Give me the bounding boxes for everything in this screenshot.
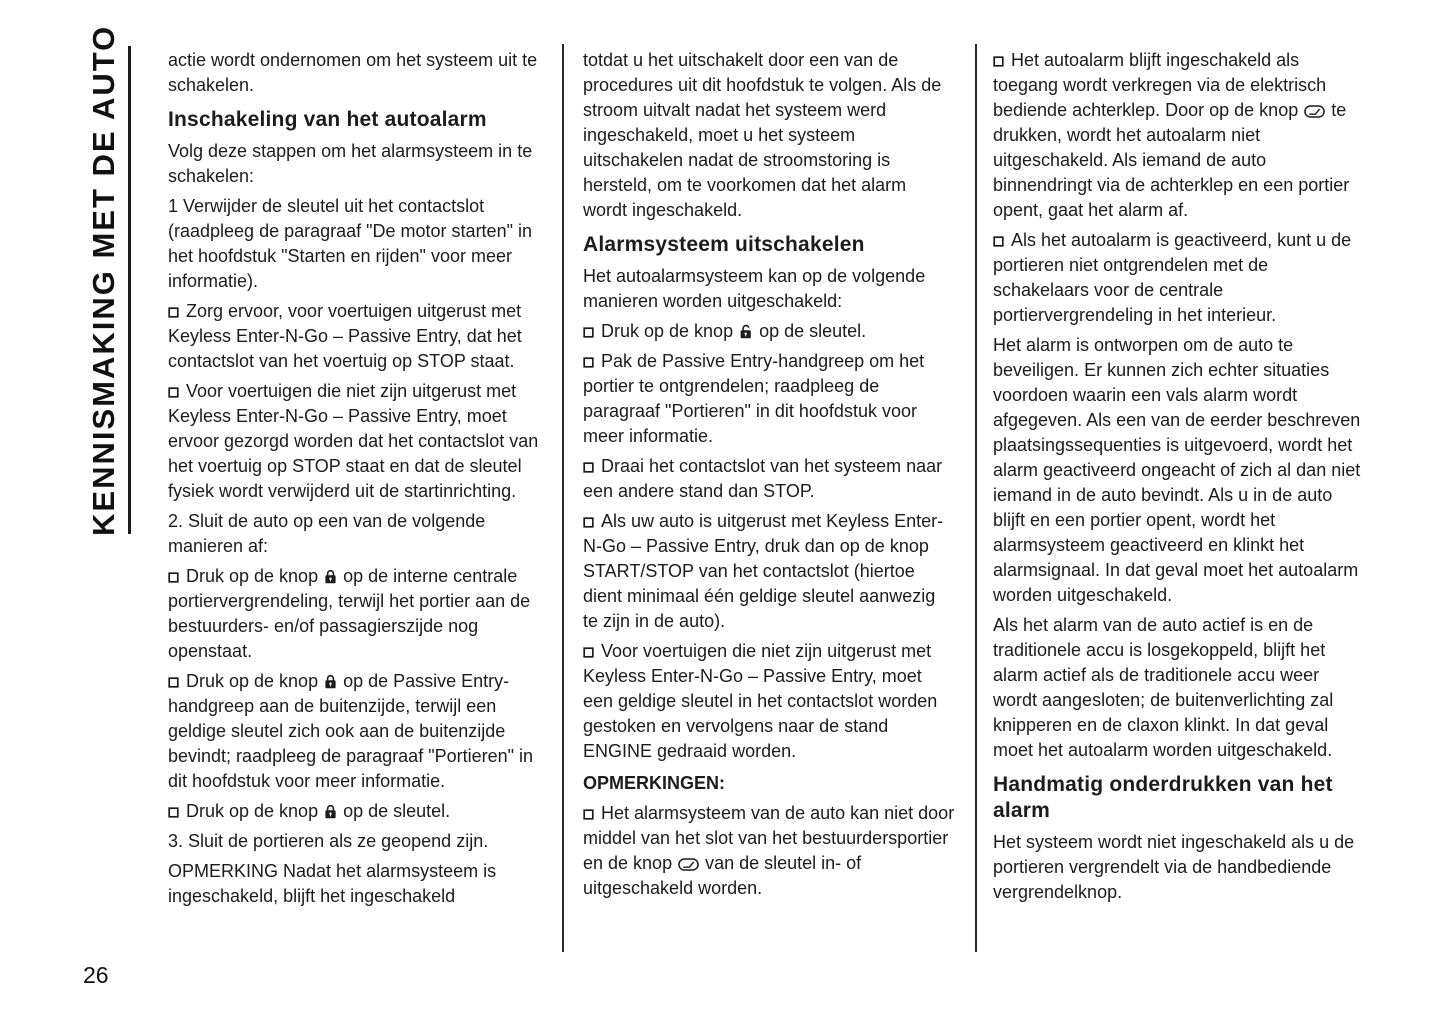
text-run: Als uw auto is uitgerust met Keyless Enter-N-Go – Passive Entry, druk dan op de knop START/STOP van het contactslot (hiertoe dient minimaal één geldige sleutel aanwezig te zijn in de auto). (583, 511, 944, 631)
square-bullet-icon (583, 462, 594, 473)
unlock-icon (739, 324, 753, 339)
text-run: Zorg ervoor, voor voertuigen uitgerust met Keyless Enter-N-Go – Passive Entry, dat het contactslot van het voertuig op STOP staat. (168, 301, 522, 371)
text-run: 2. Sluit de auto op een van de volgende manieren af: (168, 511, 486, 556)
page-number: 26 (83, 962, 109, 988)
text-run: totdat u het uitschakelt door een van de procedures uit dit hoofdstuk te volgen. Als de stroom uitvalt nadat het systeem werd ingeschakeld, moet u het systeem uitschakelen nadat de stroomstoring is hersteld, om te voorkomen dat het alarm wordt ingeschakeld. (583, 50, 942, 220)
square-bullet-icon (993, 56, 1004, 67)
liftgate-icon (1304, 105, 1325, 118)
text-run: Volg deze stappen om het alarmsysteem in te schakelen: (168, 141, 533, 186)
text-run: Handmatig onderdrukken van het alarm (993, 773, 1333, 822)
bullet-item (993, 228, 1367, 328)
paragraph (168, 194, 540, 294)
paragraph (993, 613, 1367, 763)
text-run: Het autoalarm blijft ingeschakeld als toegang wordt verkregen via de elektrisch bediende achterklep. Door op de knop (993, 50, 1327, 120)
text-run: Voor voertuigen die niet zijn uitgerust met Keyless Enter-N-Go – Passive Entry, moet een geldige sleutel in het contactslot worden gestoken en vervolgens naar de stand ENGINE gedraaid worden. (583, 641, 938, 761)
bullet-item (168, 799, 540, 824)
text-run: Alarmsysteem uitschakelen (583, 233, 865, 256)
text-run: Pak de Passive Entry-handgreep om het portier te ontgrendelen; raadpleeg de paragraaf "Portieren" in dit hoofdstuk voor meer informatie. (583, 351, 925, 446)
bullet-item (168, 379, 540, 504)
text-run: actie wordt ondernomen om het systeem uit te schakelen. (168, 50, 538, 95)
square-bullet-icon (168, 307, 179, 318)
square-bullet-icon (583, 647, 594, 658)
lock-icon (324, 804, 337, 819)
text-run: Druk op de knop (186, 801, 324, 821)
bullet-item (168, 299, 540, 374)
column-1 (168, 48, 540, 914)
text-run: Als het autoalarm is geactiveerd, kunt u de portieren niet ontgrendelen met de schakelaars voor de centrale portiervergrendeling in het interieur. (993, 230, 1352, 325)
square-bullet-icon (168, 387, 179, 398)
text-run: Druk op de knop (601, 321, 739, 341)
text-run: Voor voertuigen die niet zijn uitgerust met Keyless Enter-N-Go – Passive Entry, moet ervoor gezorgd worden dat het contactslot van het voertuig op STOP staat en dat de sleutel fysiek wordt verwijderd uit de startinrichting. (168, 381, 539, 501)
paragraph (168, 829, 540, 854)
note-heading (583, 771, 955, 796)
text-run: van de sleutel in- of uitgeschakeld worden. (583, 853, 862, 898)
text-run: Druk op de knop (186, 671, 324, 691)
bullet-item (583, 639, 955, 764)
text-run: op de sleutel. (754, 321, 867, 341)
section-heading (583, 232, 955, 258)
square-bullet-icon (583, 357, 594, 368)
text-run: op de sleutel. (338, 801, 451, 821)
liftgate-icon (678, 858, 699, 871)
bullet-item (583, 801, 955, 901)
square-bullet-icon (583, 327, 594, 338)
text-run: Als het alarm van de auto actief is en de traditionele accu is losgekoppeld, blijft het alarm actief als de traditionele accu weer wordt aangesloten; de buitenverlichting zal knipperen en de claxon klinkt. In dat geval moet het autoalarm worden uitgeschakeld. (993, 615, 1334, 760)
lock-icon (324, 569, 337, 584)
paragraph (993, 830, 1367, 905)
text-run: 3. Sluit de portieren als ze geopend zijn. (168, 831, 489, 851)
paragraph (168, 139, 540, 189)
text-run: Draai het contactslot van het systeem naar een andere stand dan STOP. (583, 456, 943, 501)
bullet-item (168, 669, 540, 794)
text-run: Het autoalarmsysteem kan op de volgende manieren worden uitgeschakeld: (583, 266, 926, 311)
square-bullet-icon (168, 807, 179, 818)
paragraph (583, 48, 955, 223)
square-bullet-icon (993, 236, 1004, 247)
text-run: te drukken, wordt het autoalarm niet uitgeschakeld. Als iemand de auto binnendringt via de achterklep en een portier opent, gaat het alarm af. (993, 100, 1350, 220)
paragraph (993, 333, 1367, 608)
text-run: 1 Verwijder de sleutel uit het contactslot (raadpleeg de paragraaf "De motor starten" in het hoofdstuk "Starten en rijden" voor meer informatie). (168, 196, 532, 291)
bullet-item (583, 454, 955, 504)
bullet-item (583, 319, 955, 344)
square-bullet-icon (168, 572, 179, 583)
paragraph (168, 509, 540, 559)
column-2 (583, 48, 955, 906)
text-run: Het alarm is ontworpen om de auto te beveiligen. Er kunnen zich echter situaties voordoen waarin een vals alarm wordt afgegeven. Als een van de eerder beschreven plaatsingssequenties is uitgevoerd, wordt het alarm geactiveerd ongeacht of zich al dan niet iemand in de auto bevindt. Als u in de auto blijft en een portier opent, wordt het alarmsysteem geactiveerd en klinkt het alarmsignaal. In dat geval moet het autoalarm worden uitgeschakeld. (993, 335, 1361, 605)
text-run: Druk op de knop (186, 566, 324, 586)
bullet-item (583, 349, 955, 449)
column-3 (993, 48, 1367, 910)
square-bullet-icon (583, 517, 594, 528)
paragraph (168, 48, 540, 98)
column-divider-2 (975, 44, 977, 952)
column-divider-1 (562, 44, 564, 952)
paragraph (583, 264, 955, 314)
text-run: Het systeem wordt niet ingeschakeld als u de portieren vergrendelt via de handbediende vergrendelknop. (993, 832, 1355, 902)
text-run: Inschakeling van het autoalarm (168, 108, 487, 131)
bullet-item (583, 509, 955, 634)
section-heading (168, 107, 540, 133)
square-bullet-icon (168, 677, 179, 688)
text-run: Het alarmsysteem van de auto kan niet door middel van het slot van het bestuurdersportier en de knop (583, 803, 955, 873)
lock-icon (324, 674, 337, 689)
square-bullet-icon (583, 809, 594, 820)
paragraph (168, 859, 540, 909)
section-heading (993, 772, 1367, 824)
bullet-item (993, 48, 1367, 223)
chapter-title: KENNISMAKING MET DE AUTO (86, 24, 121, 536)
text-run: op de interne centrale portiervergrendeling, terwijl het portier aan de bestuurders- en/of passagierszijde nog openstaat. (168, 566, 531, 661)
text-run: OPMERKING Nadat het alarmsysteem is ingeschakeld, blijft het ingeschakeld (168, 861, 497, 906)
text-run: op de Passive Entry-handgreep aan de buitenzijde, terwijl een geldige sleutel zich ook aan de buitenzijde bevindt; raadpleeg de paragraaf "Portieren" in dit hoofdstuk voor meer informatie. (168, 671, 534, 791)
text-run: OPMERKINGEN: (583, 773, 726, 793)
bullet-item (168, 564, 540, 664)
chapter-title-rule (128, 46, 131, 534)
